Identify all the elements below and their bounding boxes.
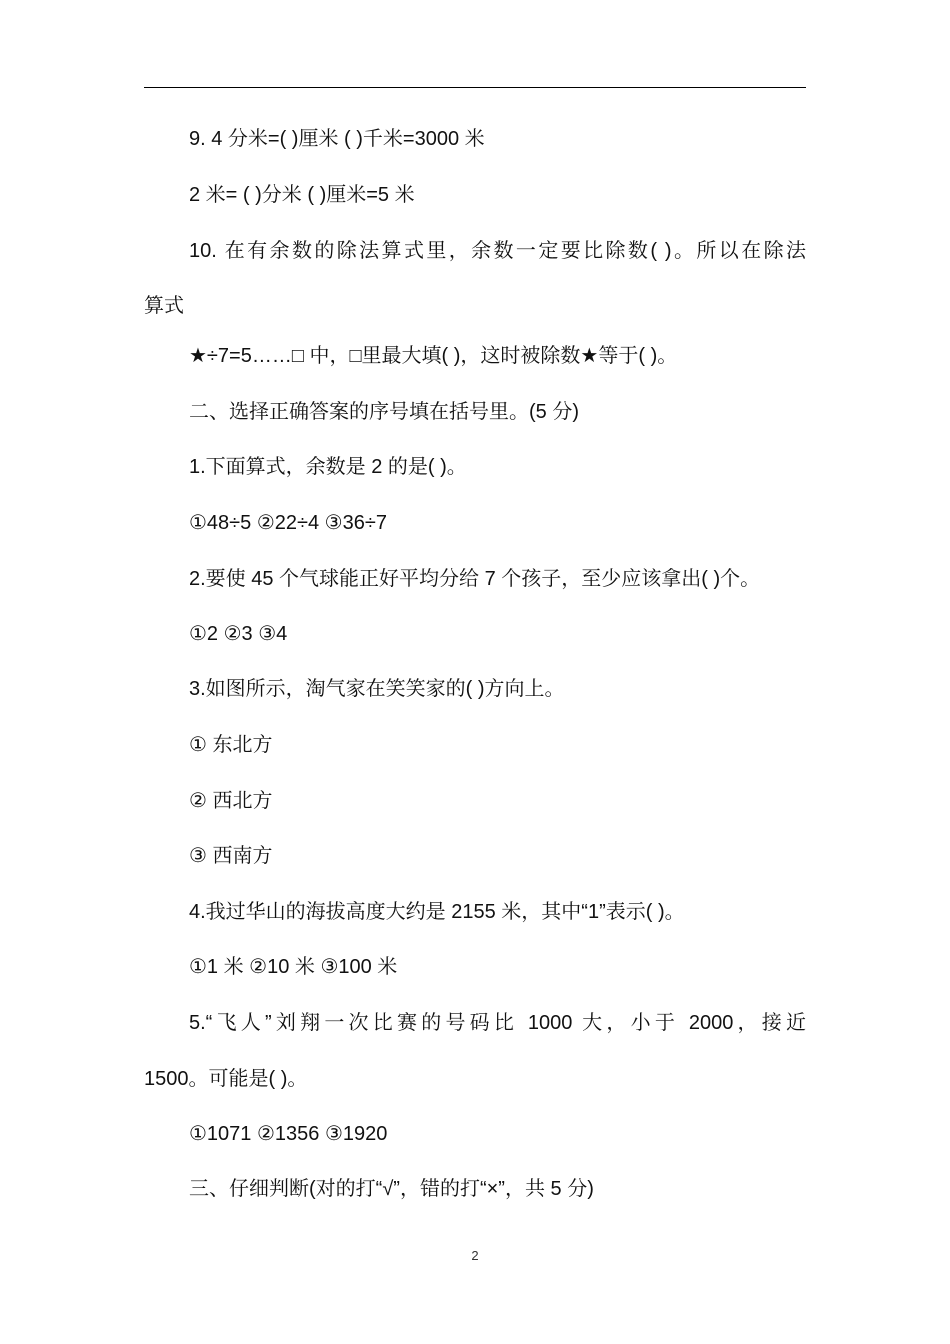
choice-question-1-options: ①48÷5 ②22÷4 ③36÷7 [189, 512, 387, 534]
choice-question-5-options: ①1071 ②1356 ③1920 [189, 1123, 388, 1145]
choice-question-3-option-3: ③ 西南方 [189, 845, 273, 867]
choice-question-4: 4.我过华山的海拔高度大约是 2155 米，其中“1”表示( )。 [189, 901, 685, 923]
choice-question-2-options: ①2 ②3 ③4 [189, 623, 288, 645]
choice-question-3-option-2: ② 西北方 [189, 790, 273, 812]
choice-question-4-options: ①1 米 ②10 米 ③100 米 [189, 956, 398, 978]
section-3-heading: 三、仔细判断(对的打“√”，错的打“×”，共 5 分) [189, 1178, 594, 1200]
header-rule [144, 87, 806, 88]
section-2-heading: 二、选择正确答案的序号填在括号里。(5 分) [189, 401, 579, 423]
choice-question-5-line-2: 1500。可能是( )。 [144, 1068, 308, 1090]
choice-question-3-option-1: ① 东北方 [189, 734, 273, 756]
question-10-line-1: 10. 在有余数的除法算式里，余数一定要比除数( )。所以在除法 [189, 240, 806, 262]
choice-question-1: 1.下面算式，余数是 2 的是( )。 [189, 456, 467, 478]
question-9-line-2: 2 米= ( )分米 ( )厘米=5 米 [189, 184, 415, 206]
question-10-line-2: 算式 [144, 295, 184, 317]
choice-question-3: 3.如图所示，淘气家在笑笑家的( )方向上。 [189, 678, 565, 700]
question-9-line-1: 9. 4 分米=( )厘米 ( )千米=3000 米 [189, 128, 485, 150]
choice-question-2: 2.要使 45 个气球能正好平均分给 7 个孩子，至少应该拿出( )个。 [189, 568, 761, 590]
choice-question-5-line-1: 5.“飞人”刘翔一次比赛的号码比 1000 大，小于 2000，接近 [189, 1012, 806, 1034]
question-10-line-3: ★÷7=5……□ 中，□里最大填( )，这时被除数★等于( )。 [189, 345, 678, 367]
page-number: 2 [471, 1248, 479, 1263]
